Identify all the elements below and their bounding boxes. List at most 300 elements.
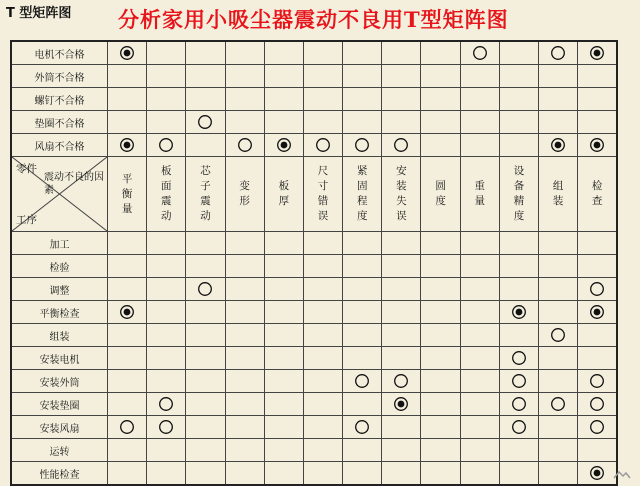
matrix-cell bbox=[186, 462, 225, 486]
matrix-cell bbox=[421, 278, 460, 301]
matrix-cell bbox=[186, 134, 225, 157]
open-circle-icon bbox=[511, 396, 527, 412]
matrix-cell bbox=[303, 393, 342, 416]
matrix-cell bbox=[264, 41, 303, 65]
matrix-cell bbox=[499, 232, 538, 255]
matrix-cell bbox=[225, 65, 264, 88]
matrix-cell bbox=[147, 439, 186, 462]
matrix-cell bbox=[225, 41, 264, 65]
matrix-cell bbox=[107, 111, 146, 134]
process-row bbox=[11, 439, 617, 462]
factor-header-cell bbox=[107, 157, 146, 232]
open-circle-icon bbox=[550, 396, 566, 412]
process-row bbox=[11, 301, 617, 324]
matrix-cell bbox=[343, 134, 382, 157]
matrix-cell bbox=[264, 439, 303, 462]
factor-label: 重量 bbox=[474, 180, 485, 207]
open-circle-icon bbox=[158, 137, 174, 153]
matrix-cell bbox=[460, 416, 499, 439]
factor-header-cell bbox=[578, 157, 617, 232]
matrix-cell bbox=[107, 41, 146, 65]
matrix-cell bbox=[264, 462, 303, 486]
matrix-cell bbox=[147, 134, 186, 157]
open-circle-icon bbox=[315, 137, 331, 153]
matrix-cell bbox=[539, 370, 578, 393]
matrix-cell bbox=[499, 439, 538, 462]
matrix-cell bbox=[499, 255, 538, 278]
matrix-cell bbox=[147, 370, 186, 393]
matrix-cell bbox=[186, 88, 225, 111]
matrix-cell bbox=[499, 41, 538, 65]
matrix-cell bbox=[539, 393, 578, 416]
factor-header-cell bbox=[499, 157, 538, 232]
matrix-cell bbox=[107, 370, 146, 393]
process-row bbox=[11, 393, 617, 416]
matrix-cell bbox=[539, 347, 578, 370]
matrix-cell bbox=[343, 439, 382, 462]
matrix-cell bbox=[343, 370, 382, 393]
process-label: 安装垫圈 bbox=[11, 393, 107, 416]
factor-header-section bbox=[11, 157, 617, 232]
factor-label: 平衡量 bbox=[121, 172, 133, 215]
watermark-icon bbox=[612, 468, 632, 482]
factor-header-cell bbox=[421, 157, 460, 232]
open-circle-icon bbox=[589, 281, 605, 297]
matrix-cell bbox=[147, 347, 186, 370]
process-label: 组装 bbox=[11, 324, 107, 347]
matrix-cell bbox=[225, 393, 264, 416]
matrix-cell bbox=[578, 255, 617, 278]
matrix-cell bbox=[303, 439, 342, 462]
matrix-cell bbox=[382, 324, 421, 347]
part-row bbox=[11, 88, 617, 111]
matrix-cell bbox=[460, 232, 499, 255]
open-circle-icon bbox=[197, 281, 213, 297]
factor-header-cell bbox=[303, 157, 342, 232]
matrix-cell bbox=[107, 462, 146, 486]
matrix-cell bbox=[343, 301, 382, 324]
matrix-cell bbox=[499, 324, 538, 347]
matrix-cell bbox=[303, 41, 342, 65]
matrix-cell bbox=[382, 439, 421, 462]
matrix-cell bbox=[225, 88, 264, 111]
matrix-cell bbox=[186, 232, 225, 255]
matrix-cell bbox=[107, 416, 146, 439]
open-circle-icon bbox=[393, 373, 409, 389]
matrix-cell bbox=[382, 301, 421, 324]
matrix-cell bbox=[303, 111, 342, 134]
matrix-cell bbox=[460, 324, 499, 347]
part-label: 螺钉不合格 bbox=[11, 88, 107, 111]
factor-header-cell bbox=[225, 157, 264, 232]
matrix-cell bbox=[421, 65, 460, 88]
matrix-cell bbox=[264, 88, 303, 111]
matrix-cell bbox=[147, 88, 186, 111]
matrix-cell bbox=[343, 416, 382, 439]
process-row bbox=[11, 370, 617, 393]
matrix-cell bbox=[343, 255, 382, 278]
matrix-cell bbox=[225, 232, 264, 255]
matrix-cell bbox=[186, 65, 225, 88]
matrix-cell bbox=[303, 462, 342, 486]
matrix-cell bbox=[147, 278, 186, 301]
dotted-circle-icon bbox=[589, 465, 605, 481]
matrix-cell bbox=[539, 416, 578, 439]
matrix-cell bbox=[186, 111, 225, 134]
open-circle-icon bbox=[237, 137, 253, 153]
matrix-cell bbox=[225, 301, 264, 324]
open-circle-icon bbox=[472, 45, 488, 61]
factor-header-cell bbox=[539, 157, 578, 232]
matrix-cell bbox=[460, 278, 499, 301]
process-label: 运转 bbox=[11, 439, 107, 462]
open-circle-icon bbox=[589, 373, 605, 389]
matrix-cell bbox=[382, 232, 421, 255]
matrix-cell bbox=[186, 324, 225, 347]
open-circle-icon bbox=[354, 419, 370, 435]
matrix-cell bbox=[382, 255, 421, 278]
process-label: 检验 bbox=[11, 255, 107, 278]
matrix-cell bbox=[343, 88, 382, 111]
part-label: 垫圈不合格 bbox=[11, 111, 107, 134]
matrix-cell bbox=[421, 88, 460, 111]
matrix-cell bbox=[421, 41, 460, 65]
matrix-cell bbox=[303, 416, 342, 439]
matrix-cell bbox=[382, 278, 421, 301]
matrix-cell bbox=[264, 111, 303, 134]
matrix-cell bbox=[499, 65, 538, 88]
matrix-cell bbox=[343, 41, 382, 65]
matrix-cell bbox=[303, 65, 342, 88]
part-label: 电机不合格 bbox=[11, 41, 107, 65]
process-label: 平衡检查 bbox=[11, 301, 107, 324]
factor-label: 芯子震动 bbox=[200, 165, 211, 222]
matrix-cell bbox=[539, 462, 578, 486]
matrix-cell bbox=[303, 88, 342, 111]
matrix-cell bbox=[578, 134, 617, 157]
matrix-cell bbox=[578, 301, 617, 324]
factor-header-cell bbox=[264, 157, 303, 232]
matrix-cell bbox=[225, 134, 264, 157]
matrix-cell bbox=[343, 278, 382, 301]
matrix-cell bbox=[421, 393, 460, 416]
factor-label: 尺寸错误 bbox=[317, 165, 329, 222]
matrix-caption: T 型矩阵图 bbox=[6, 6, 72, 21]
matrix-cell bbox=[460, 301, 499, 324]
matrix-cell bbox=[107, 393, 146, 416]
matrix-cell bbox=[460, 65, 499, 88]
part-row bbox=[11, 65, 617, 88]
matrix-cell bbox=[578, 416, 617, 439]
matrix-cell bbox=[499, 462, 538, 486]
matrix-cell bbox=[578, 393, 617, 416]
matrix-cell bbox=[343, 65, 382, 88]
matrix-cell bbox=[539, 278, 578, 301]
open-circle-icon bbox=[197, 114, 213, 130]
matrix-cell bbox=[499, 134, 538, 157]
dotted-circle-icon bbox=[550, 137, 566, 153]
matrix-cell bbox=[578, 111, 617, 134]
matrix-cell bbox=[460, 41, 499, 65]
factor-header-cell bbox=[343, 157, 382, 232]
matrix-cell bbox=[421, 370, 460, 393]
matrix-cell bbox=[539, 111, 578, 134]
dotted-circle-icon bbox=[119, 304, 135, 320]
open-circle-icon bbox=[550, 327, 566, 343]
factor-header-cell bbox=[460, 157, 499, 232]
matrix-cell bbox=[460, 393, 499, 416]
matrix-cell bbox=[107, 324, 146, 347]
matrix-cell bbox=[225, 278, 264, 301]
matrix-cell bbox=[264, 278, 303, 301]
matrix-cell bbox=[460, 439, 499, 462]
factor-label: 板厚 bbox=[278, 180, 290, 207]
parts-section bbox=[11, 41, 617, 157]
matrix-cell bbox=[264, 416, 303, 439]
matrix-cell bbox=[264, 324, 303, 347]
matrix-cell bbox=[499, 278, 538, 301]
factor-label: 变形 bbox=[239, 180, 250, 207]
matrix-cell bbox=[499, 393, 538, 416]
matrix-cell bbox=[107, 65, 146, 88]
factor-label: 检查 bbox=[591, 180, 603, 207]
part-row bbox=[11, 111, 617, 134]
factor-label: 板面震动 bbox=[161, 165, 172, 222]
corner-factor-label: 震动不良的因素 bbox=[43, 172, 104, 196]
matrix-cell bbox=[343, 324, 382, 347]
matrix-cell bbox=[343, 232, 382, 255]
matrix-cell bbox=[264, 134, 303, 157]
matrix-cell bbox=[421, 232, 460, 255]
factor-label: 组装 bbox=[552, 180, 564, 207]
matrix-cell bbox=[225, 416, 264, 439]
matrix-cell bbox=[225, 439, 264, 462]
factor-label: 紧固程度 bbox=[356, 165, 368, 222]
matrix-cell bbox=[578, 370, 617, 393]
matrix-cell bbox=[499, 111, 538, 134]
matrix-cell bbox=[147, 324, 186, 347]
corner-process-label: 工序 bbox=[16, 214, 37, 226]
process-row bbox=[11, 278, 617, 301]
open-circle-icon bbox=[511, 419, 527, 435]
process-row bbox=[11, 462, 617, 486]
matrix-cell bbox=[539, 88, 578, 111]
matrix-cell bbox=[460, 347, 499, 370]
matrix-cell bbox=[460, 255, 499, 278]
matrix-cell bbox=[303, 324, 342, 347]
matrix-cell bbox=[147, 232, 186, 255]
matrix-cell bbox=[460, 370, 499, 393]
open-circle-icon bbox=[511, 373, 527, 389]
dotted-circle-icon bbox=[119, 45, 135, 61]
matrix-cell bbox=[539, 134, 578, 157]
matrix-cell bbox=[578, 232, 617, 255]
matrix-cell bbox=[499, 416, 538, 439]
matrix-cell bbox=[186, 370, 225, 393]
factor-label: 安装失误 bbox=[396, 165, 407, 222]
matrix-cell bbox=[264, 347, 303, 370]
dotted-circle-icon bbox=[119, 137, 135, 153]
t-matrix-table bbox=[10, 40, 618, 486]
open-circle-icon bbox=[589, 396, 605, 412]
matrix-cell bbox=[539, 439, 578, 462]
open-circle-icon bbox=[158, 396, 174, 412]
matrix-cell bbox=[539, 255, 578, 278]
matrix-cell bbox=[539, 41, 578, 65]
dotted-circle-icon bbox=[393, 396, 409, 412]
open-circle-icon bbox=[158, 419, 174, 435]
open-circle-icon bbox=[589, 419, 605, 435]
matrix-cell bbox=[382, 347, 421, 370]
matrix-cell bbox=[460, 88, 499, 111]
open-circle-icon bbox=[119, 419, 135, 435]
matrix-cell bbox=[186, 41, 225, 65]
matrix-cell bbox=[421, 255, 460, 278]
matrix-cell bbox=[421, 416, 460, 439]
matrix-cell bbox=[147, 301, 186, 324]
factor-header-cell bbox=[147, 157, 186, 232]
matrix-cell bbox=[225, 255, 264, 278]
matrix-cell bbox=[107, 134, 146, 157]
factor-label: 设备精度 bbox=[513, 165, 525, 222]
open-circle-icon bbox=[354, 373, 370, 389]
matrix-cell bbox=[303, 370, 342, 393]
part-row bbox=[11, 134, 617, 157]
matrix-cell bbox=[539, 324, 578, 347]
matrix-cell bbox=[303, 232, 342, 255]
dotted-circle-icon bbox=[511, 304, 527, 320]
matrix-cell bbox=[147, 416, 186, 439]
matrix-cell bbox=[264, 301, 303, 324]
matrix-cell bbox=[539, 301, 578, 324]
matrix-cell bbox=[499, 347, 538, 370]
matrix-cell bbox=[460, 111, 499, 134]
matrix-cell bbox=[343, 111, 382, 134]
part-label: 风扇不合格 bbox=[11, 134, 107, 157]
matrix-cell bbox=[578, 65, 617, 88]
matrix-cell bbox=[578, 347, 617, 370]
part-label: 外筒不合格 bbox=[11, 65, 107, 88]
process-section bbox=[11, 232, 617, 486]
matrix-cell bbox=[578, 88, 617, 111]
matrix-cell bbox=[382, 65, 421, 88]
matrix-cell bbox=[421, 347, 460, 370]
matrix-cell bbox=[499, 301, 538, 324]
open-circle-icon bbox=[550, 45, 566, 61]
matrix-cell bbox=[186, 255, 225, 278]
matrix-cell bbox=[382, 88, 421, 111]
matrix-cell bbox=[421, 111, 460, 134]
dotted-circle-icon bbox=[589, 304, 605, 320]
matrix-cell bbox=[225, 347, 264, 370]
matrix-cell bbox=[539, 232, 578, 255]
process-row bbox=[11, 255, 617, 278]
matrix-cell bbox=[225, 370, 264, 393]
process-label: 调整 bbox=[11, 278, 107, 301]
matrix-cell bbox=[147, 393, 186, 416]
matrix-cell bbox=[107, 232, 146, 255]
matrix-cell bbox=[421, 462, 460, 486]
matrix-cell bbox=[147, 111, 186, 134]
matrix-cell bbox=[539, 65, 578, 88]
matrix-cell bbox=[303, 255, 342, 278]
matrix-cell bbox=[499, 370, 538, 393]
matrix-cell bbox=[225, 111, 264, 134]
open-circle-icon bbox=[511, 350, 527, 366]
matrix-cell bbox=[421, 324, 460, 347]
matrix-cell bbox=[421, 439, 460, 462]
matrix-cell bbox=[264, 255, 303, 278]
corner-cell bbox=[11, 157, 107, 232]
matrix-cell bbox=[147, 255, 186, 278]
dotted-circle-icon bbox=[589, 137, 605, 153]
matrix-cell bbox=[186, 347, 225, 370]
matrix-cell bbox=[186, 393, 225, 416]
process-label: 加工 bbox=[11, 232, 107, 255]
factor-header-cell bbox=[382, 157, 421, 232]
matrix-cell bbox=[303, 134, 342, 157]
matrix-cell bbox=[382, 416, 421, 439]
matrix-cell bbox=[303, 301, 342, 324]
matrix-cell bbox=[382, 111, 421, 134]
matrix-cell bbox=[147, 65, 186, 88]
matrix-cell bbox=[460, 462, 499, 486]
process-row bbox=[11, 416, 617, 439]
matrix-cell bbox=[578, 439, 617, 462]
matrix-cell bbox=[107, 255, 146, 278]
matrix-cell bbox=[147, 462, 186, 486]
process-label: 安装电机 bbox=[11, 347, 107, 370]
matrix-cell bbox=[578, 278, 617, 301]
matrix-cell bbox=[382, 462, 421, 486]
matrix-cell bbox=[499, 88, 538, 111]
matrix-cell bbox=[460, 134, 499, 157]
process-label: 性能检查 bbox=[11, 462, 107, 486]
matrix-cell bbox=[343, 393, 382, 416]
matrix-cell bbox=[264, 370, 303, 393]
corner-part-label: 零件 bbox=[16, 163, 37, 175]
matrix-cell bbox=[264, 65, 303, 88]
factor-label: 圆度 bbox=[435, 180, 446, 207]
process-row bbox=[11, 347, 617, 370]
dotted-circle-icon bbox=[589, 45, 605, 61]
matrix-cell bbox=[107, 347, 146, 370]
matrix-cell bbox=[186, 278, 225, 301]
matrix-cell bbox=[264, 393, 303, 416]
matrix-cell bbox=[186, 439, 225, 462]
process-row bbox=[11, 232, 617, 255]
matrix-cell bbox=[303, 347, 342, 370]
matrix-cell bbox=[343, 462, 382, 486]
matrix-cell bbox=[421, 301, 460, 324]
process-label: 安装风扇 bbox=[11, 416, 107, 439]
matrix-cell bbox=[107, 88, 146, 111]
matrix-cell bbox=[107, 278, 146, 301]
factor-header-cell bbox=[186, 157, 225, 232]
matrix-cell bbox=[382, 393, 421, 416]
matrix-cell bbox=[382, 370, 421, 393]
matrix-cell bbox=[107, 301, 146, 324]
matrix-cell bbox=[186, 301, 225, 324]
page-title: 分析家用小吸尘器震动不良用T型矩阵图 bbox=[118, 7, 509, 32]
matrix-cell bbox=[186, 416, 225, 439]
matrix-cell bbox=[303, 278, 342, 301]
process-label: 安装外筒 bbox=[11, 370, 107, 393]
matrix-cell bbox=[107, 439, 146, 462]
part-row bbox=[11, 41, 617, 65]
matrix-cell bbox=[225, 324, 264, 347]
matrix-cell bbox=[578, 41, 617, 65]
